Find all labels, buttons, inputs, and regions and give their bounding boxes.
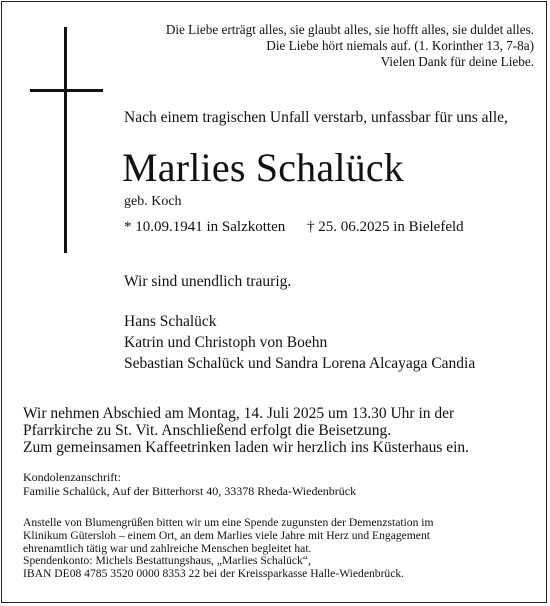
cross-icon xyxy=(64,27,67,253)
family-member: Sebastian Schalück und Sandra Lorena Alcayaga Candia xyxy=(124,355,476,372)
farewell-line: Pfarrkirche zu St. Vit. Anschließend erfolgt die Beisetzung. xyxy=(23,422,392,439)
donation-line: ehrenamtlich tätig war und zahlreiche Menschen begleitet hat. xyxy=(23,541,312,555)
deceased-name: Marlies Schalück xyxy=(122,145,405,190)
quote-line: Vielen Dank für deine Liebe. xyxy=(380,54,534,69)
bible-quote xyxy=(166,22,534,70)
donation-line: Anstelle von Blumengrüßen bitten wir um eine Spende zugunsten der Demenzstation im xyxy=(23,516,434,529)
quote-line: Die Liebe erträgt alles, sie glaubt alles, sie hofft alles, sie duldet alles. xyxy=(165,22,534,37)
quote-line: Die Liebe hört niemals auf. (1. Korinther 13, 7-8a) xyxy=(266,38,534,53)
farewell-info xyxy=(23,405,469,456)
death-date: † 25. 06.2025 in Bielefeld xyxy=(307,219,464,235)
donation-info xyxy=(23,517,434,581)
intro-text: Nach einem tragischen Unfall verstarb, unfassbar für uns alle, xyxy=(124,109,508,126)
mourning-text: Wir sind unendlich traurig. xyxy=(124,273,292,290)
family-list xyxy=(124,311,475,374)
cross-icon-bar xyxy=(30,89,103,92)
donation-line: IBAN DE08 4785 3520 0000 8353 22 bei der Kreissparkasse Halle-Wiedenbrück. xyxy=(23,567,405,581)
condolence-address: Familie Schalück, Auf der Bitterhorst 40, 33378 Rheda-Wiedenbrück xyxy=(23,484,357,498)
donation-line: Spendenkonto: Michels Bestattungshaus, „Marlies Schalück“, xyxy=(23,554,311,568)
farewell-line: Wir nehmen Abschied am Montag, 14. Juli 2025 um 13.30 Uhr in der xyxy=(23,405,455,422)
family-member: Hans Schalück xyxy=(124,313,217,330)
birth-date: * 10.09.1941 in Salzkotten xyxy=(124,219,286,235)
maiden-name: geb. Koch xyxy=(124,194,182,209)
farewell-line: Zum gemeinsamen Kaffeetrinken laden wir herzlich ins Küsterhaus ein. xyxy=(23,439,470,456)
life-dates xyxy=(124,219,464,236)
donation-line: Klinikum Gütersloh – einem Ort, an dem Marlies viele Jahre mit Herz und Engagement xyxy=(23,528,430,542)
family-member: Katrin und Christoph von Boehn xyxy=(124,334,328,351)
condolence-label: Kondolenzanschrift: xyxy=(23,470,121,484)
